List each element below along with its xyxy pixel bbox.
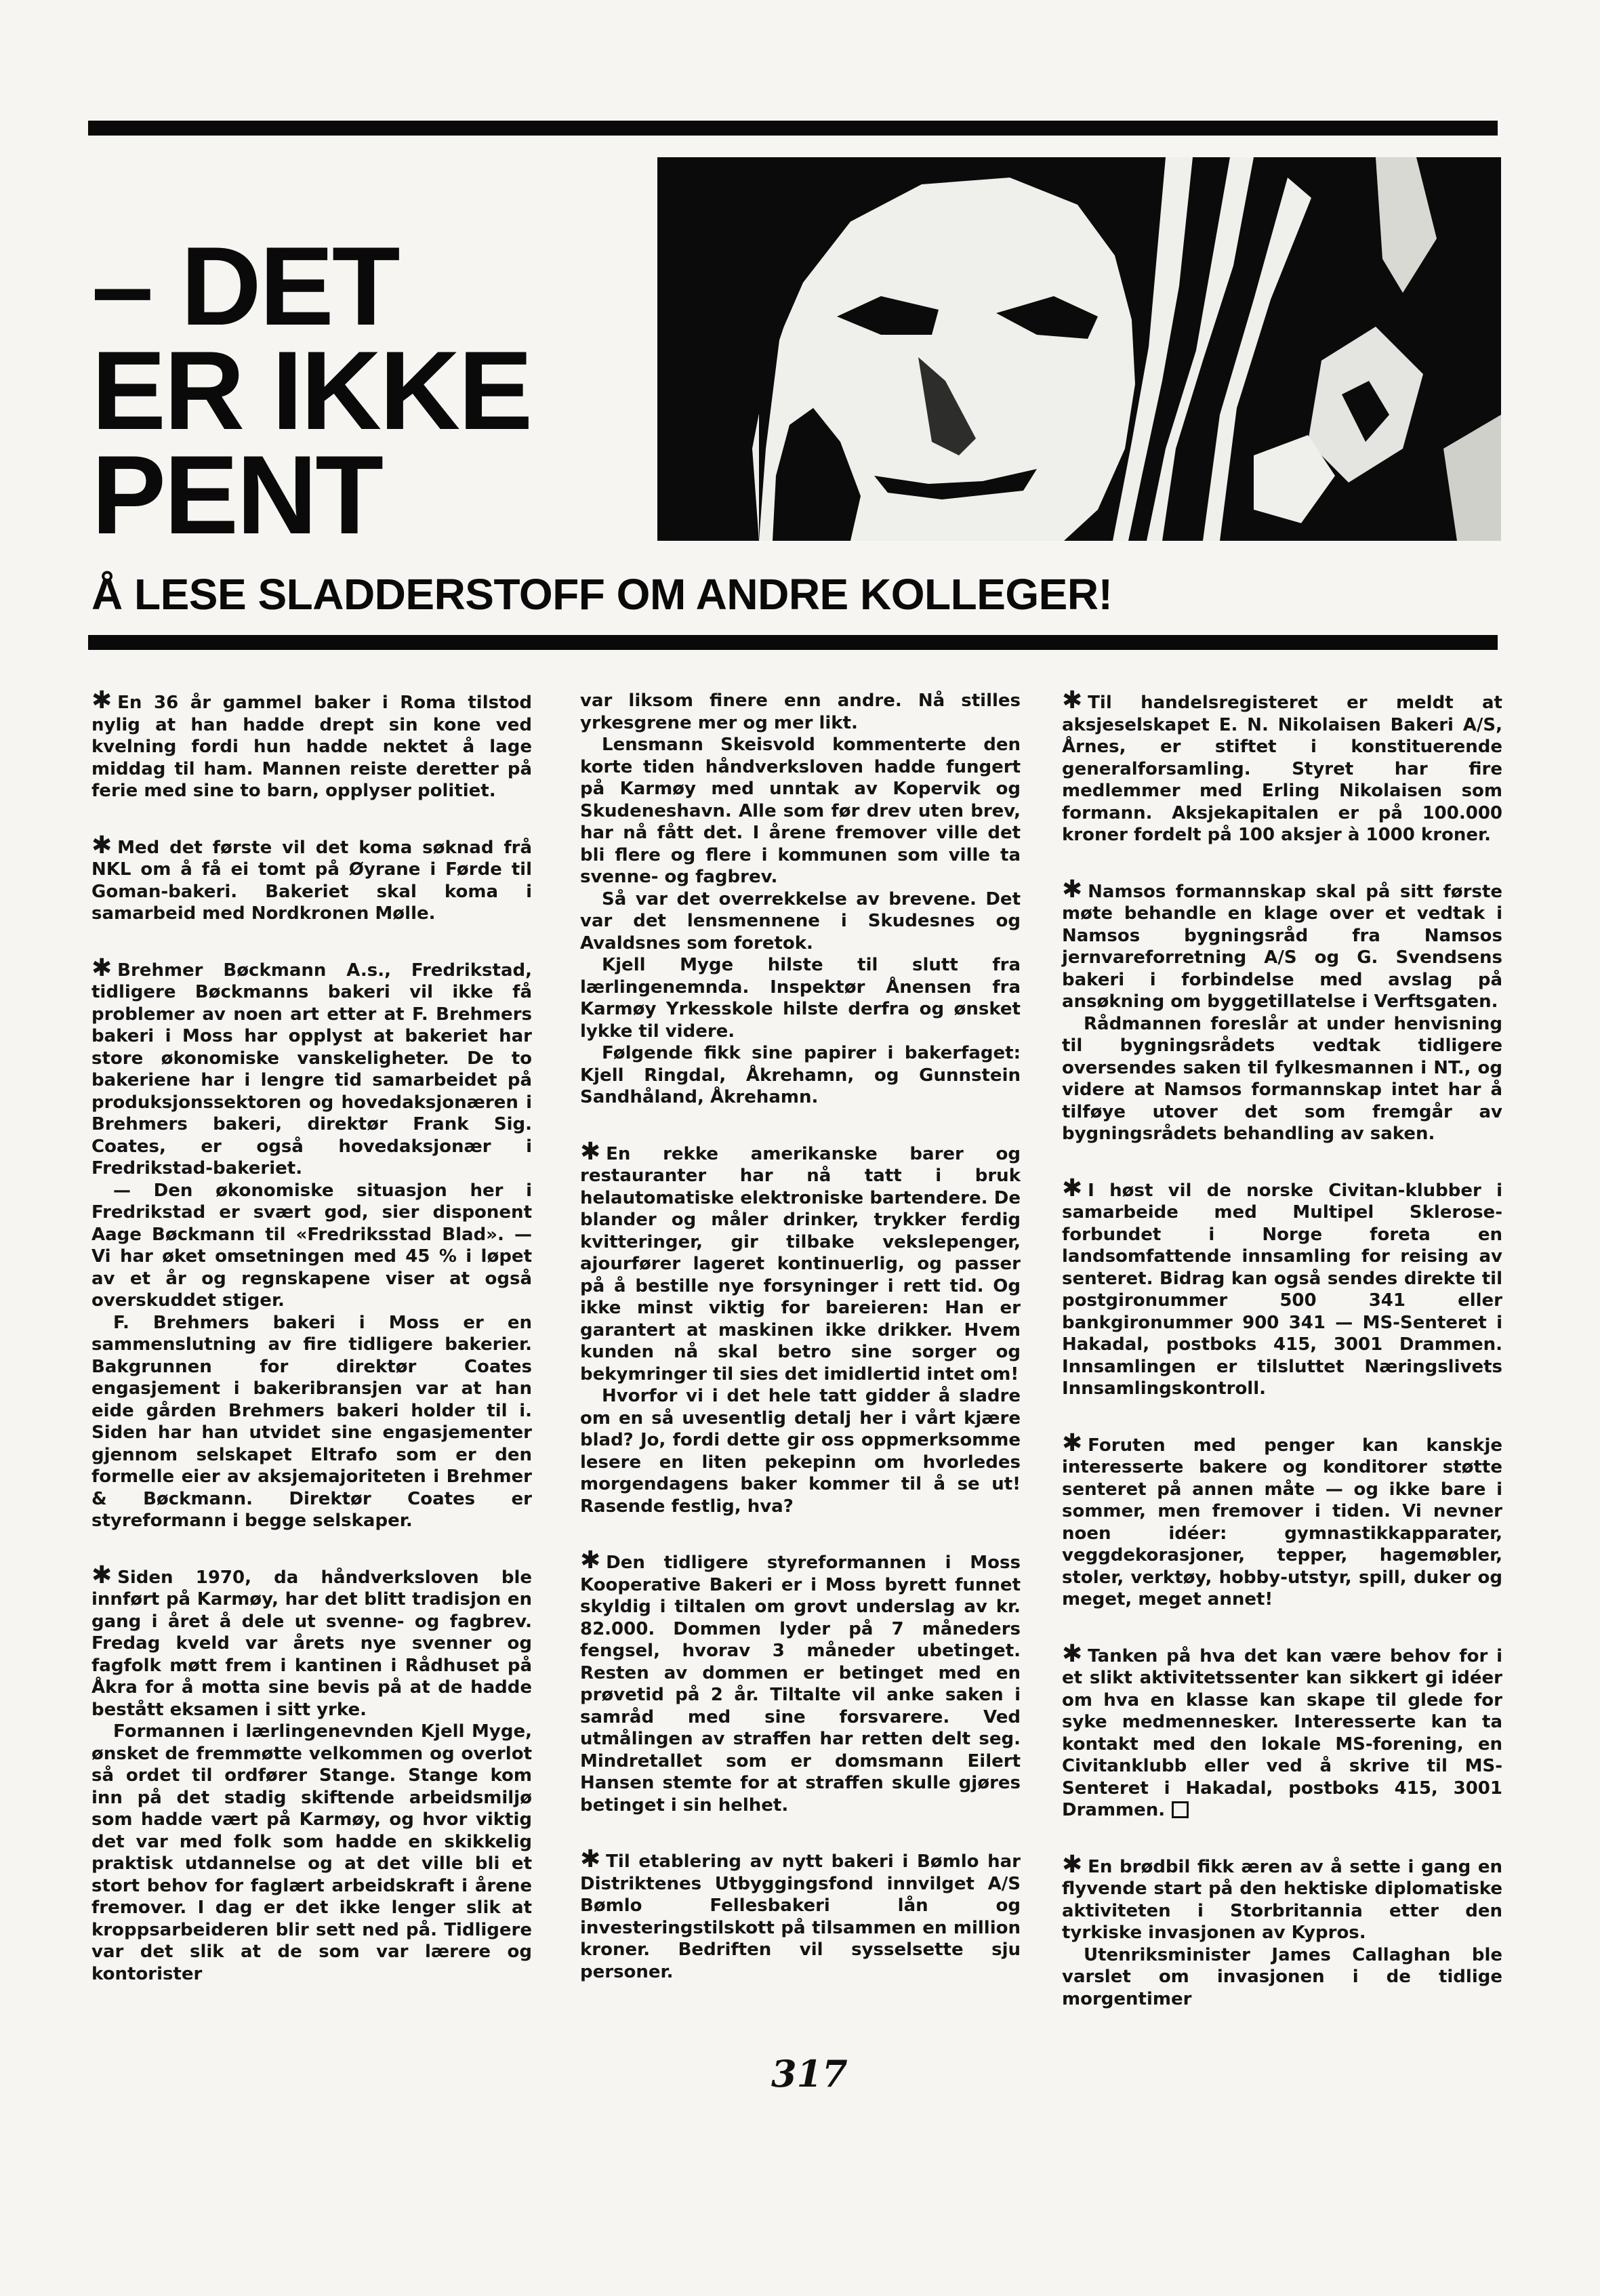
asterisk-bullet-icon: ✱ xyxy=(91,954,112,982)
news-item-text: var liksom finere enn andre. Nå stilles yrkesgrene mer og mer likt. xyxy=(580,691,1021,733)
news-item-lead xyxy=(91,1561,532,1721)
asterisk-bullet-icon: ✱ xyxy=(580,1137,601,1166)
text-column-3 xyxy=(1062,686,1502,2043)
news-item-lead xyxy=(1062,875,1502,1013)
news-item xyxy=(580,1137,1021,1518)
portrait-photo-image xyxy=(657,157,1501,541)
news-item xyxy=(580,690,1021,1109)
headline-line-2: ER IKKE xyxy=(91,328,531,453)
news-item-text: En 36 år gammel baker i Roma tilstod nylig at han hadde drept sin kone ved kvelning fordi hun hadde nektet å lage middag til ham. Mannen reiste deretter på ferie med sine to barn, opplyser politiet. xyxy=(91,693,532,801)
news-item-text: Siden 1970, da håndverksloven ble innført på Karmøy, har det blitt tradisjon en gang i året å dele ut svenne- og fagbrev. Fredag kveld var årets nye svenner og fagfolk møtt frem i kantinen i Rådhuset på Åkra for å motta sine bevis på at de hadde bestått eksamen i sitt yrke. xyxy=(91,1567,532,1720)
news-item-text: I høst vil de norske Civitan-klubber i samarbeide med Multipel Sklerose-forbundet i Norge foreta en landsomfattende innsamling for reising av senteret. Bidrag kan også sendes direkte til postgironummer 500 341 eller bankgironummer 900 341 — MS-Senteret i Hakadal, postboks 415, 3001 Drammen. Innsamlingen er tilsluttet Næringslivets Innsamlingskontroll. xyxy=(1062,1180,1502,1399)
news-item xyxy=(1062,1174,1502,1400)
news-item-lead xyxy=(580,1137,1021,1386)
news-item xyxy=(91,954,532,1532)
portrait-photo xyxy=(657,157,1501,541)
news-item-text: Brehmer Bøckmann A.s., Fredrikstad, tidligere Bøckmanns bakeri vil ikke få problemer av noen art etter at F. Brehmers bakeri i Moss har opplyst at bakeriet har store økonomiske vanskeligheter. De to bakeriene har i lengre tid samarbeidet på produksjonssektoren og hovedaksjonæren i Brehmers bakeri, direktør Frank Sig. Coates, er også hovedaksjonær i Fredrikstad-bakeriet. xyxy=(91,960,532,1178)
news-item-text: Tanken på hva det kan være behov for i et slikt aktivitetssenter kan sikkert gi idéer om hva en klasse kan skape til glede for syke medmennesker. Interesserte kan ta kontakt med den lokale MS-forening, en Civitanklubb eller ved å skrive til MS-Senteret i Hakadal, postboks 415, 3001 Drammen. xyxy=(1062,1645,1502,1820)
news-item-lead xyxy=(1062,1639,1502,1822)
news-item-text: Den tidligere styreformannen i Moss Kooperative Bakeri er i Moss byrett funnet skyldig i tiltalen om grovt underslag av kr. 82.000. Dommen lyder på 7 måneders fengsel, hvorav 3 måneder ubetinget. Resten av dommen er betinget med en prøvetid på 2 år. Tiltalte vil anke saken i samråd med sine forsvarere. Ved utmålingen av straffen har retten delt seg. Mindretallet som er domsmann Eilert Hansen stemte for at straffen skulle gjøres betinget i sin helhet. xyxy=(580,1553,1021,1816)
headline xyxy=(91,224,531,557)
news-item-paragraph: Så var det overrekkelse av brevene. Det var det lensmennene i Skudesnes og Avaldsnes som foretok. xyxy=(580,888,1021,954)
news-item-text: Med det første vil det koma søknad frå NKL om å få ei tomt på Øyrane i Førde til Goman-bakeri. Bakeriet skal koma i samarbeid med Nordkronen Mølle. xyxy=(91,837,532,924)
news-item xyxy=(1062,686,1502,846)
text-column-1 xyxy=(91,686,532,2017)
news-item-lead xyxy=(91,831,532,925)
news-item-text: Til etablering av nytt bakeri i Bømlo har Distriktenes Utbyggingsfond innvilget A/S Bømlo Fellesbakeri lån og investeringstilskott på tilsammen en million kroner. Bedriften vil sysselsette sju personer. xyxy=(580,1851,1021,1982)
news-item-lead xyxy=(91,954,532,1180)
news-item-paragraph: Lensmann Skeisvold kommenterte den korte tiden håndverksloven hadde fungert på Karmøy med unntak av Kopervik og Skudeneshavn. Alle som før drev uten brev, har nå fått det. I årene fremover ville det bli flere og flere i kommunen som ville ta svenne- og fagbrev. xyxy=(580,735,1021,887)
news-item-paragraph: F. Brehmers bakeri i Moss er en sammenslutning av fire tidligere bakerier. Bakgrunnen for direktør Coates engasjement i bakeribransjen var at han eide gården Brehmers bakeri holder til i. Siden har han utvidet sine engasjementer gjennom selskapet Eltrafo som er den formelle eier av aksjemajoriteten i Brehmer & Bøckmann. Direktør Coates er styreformann i begge selskaper. xyxy=(91,1312,532,1531)
news-item-text: En rekke amerikanske barer og restauranter har nå tatt i bruk helautomatiske elektroniske bartendere. De blander og måler drinker, trykker ferdig kvitteringer, gir tilbake vekslepenger, ajourfører lageret kontinuerlig, og passer på å bestille nye forsyninger i rett tid. Og ikke minst viktig for bareieren: Han er garantert at maskinen ikke drikker. Hvem kunden nå skal betro sine sorger og bekymringer til sies det imidlertid intet om! xyxy=(580,1143,1021,1385)
news-item-text: Foruten med penger kan kanskje interesserte bakere og konditorer støtte senteret på annen måte — og ikke bare i sommer, men fremover i tiden. Vi nevner noen idéer: gymnastikkapparater, veggdekorasjoner, tepper, hagemøbler, stoler, verktøy, hobby-utstyr, spill, duker og meget, meget annet! xyxy=(1062,1435,1502,1610)
news-item-paragraph: — Den økonomiske situasjon her i Fredrikstad er svært god, sier disponent Aage Bøckmann til «Fredriksstad Blad». — Vi har øket omsetningen med 45 % i løpet av et år og regnskapene viser at også overskuddet stiger. xyxy=(91,1180,532,1311)
news-item-paragraph: Følgende fikk sine papirer i bakerfaget: Kjell Ringdal, Åkrehamn, og Gunnstein Sandhåland, Åkrehamn. xyxy=(580,1043,1021,1107)
news-item-lead xyxy=(1062,686,1502,846)
asterisk-bullet-icon: ✱ xyxy=(91,686,112,714)
asterisk-bullet-icon: ✱ xyxy=(580,1845,601,1873)
news-item xyxy=(580,1546,1021,1816)
news-item-lead xyxy=(580,1845,1021,1983)
asterisk-bullet-icon: ✱ xyxy=(1062,1639,1083,1668)
news-item-lead xyxy=(91,686,532,802)
news-item-lead xyxy=(580,1546,1021,1816)
news-item xyxy=(580,1845,1021,1983)
news-item-lead xyxy=(1062,1429,1502,1611)
asterisk-bullet-icon: ✱ xyxy=(1062,686,1083,714)
news-item xyxy=(1062,1850,1502,2011)
headline-line-1: – DET xyxy=(91,224,398,348)
text-column-2 xyxy=(580,690,1021,2015)
news-item-lead xyxy=(1062,1174,1502,1400)
asterisk-bullet-icon: ✱ xyxy=(580,1546,601,1574)
asterisk-bullet-icon: ✱ xyxy=(1062,875,1083,903)
page-number: 317 xyxy=(771,2052,848,2095)
top-rule xyxy=(88,121,1498,136)
asterisk-bullet-icon: ✱ xyxy=(1062,1429,1083,1457)
asterisk-bullet-icon: ✱ xyxy=(91,1561,112,1589)
news-item-paragraph: Utenriksminister James Callaghan ble varslet om invasjonen i de tidlige morgentimer xyxy=(1062,1944,1502,2009)
headline-line-3: PENT xyxy=(91,432,382,557)
asterisk-bullet-icon: ✱ xyxy=(1062,1850,1083,1879)
section-rule xyxy=(88,635,1498,650)
news-item-text: Til handelsregisteret er meldt at aksjeselskapet E. N. Nikolaisen Bakeri A/S, Årnes, er stiftet i konstituerende generalforsamling. Styret har fire medlemmer med Erling Nikolaisen som formann. Aksjekapitalen er på 100.000 kroner fordelt på 100 aksjer à 1000 kroner. xyxy=(1062,693,1502,845)
news-item xyxy=(1062,875,1502,1145)
asterisk-bullet-icon: ✱ xyxy=(91,831,112,859)
news-item-paragraph: Formannen i lærlingenevnden Kjell Myge, ønsket de fremmøtte velkommen og overlot så ordet til ordfører Stange. Stange kom inn på det stadig skiftende arbeidsmiljø som hadde vært på Karmøy, og hvor viktig det var med folk som hadde en skikkelig praktisk utdannelse og at det ville bli et stort behov for faglært arbeidskraft i årene fremover. I dag er det ikke lenger slik at kroppsarbeideren blir sett ned på. Tidligere var det slik at de som var lærere og kontorister xyxy=(91,1721,532,1984)
news-item-lead xyxy=(580,690,1021,734)
news-item xyxy=(1062,1429,1502,1611)
news-item-paragraph: Rådmannen foreslår at under henvisning til bygningsrådets vedtak tidligere oversendes saken til fylkesmannen i NT., og videre at Namsos formannskap intet har å tilføye utover det som fremgår av bygningsrådets behandling av saken. xyxy=(1062,1013,1502,1144)
news-item xyxy=(1062,1639,1502,1822)
news-item-text: En brødbil fikk æren av å sette i gang en flyvende start på den hektiske diplomatiske aktiviteten i Storbritannia etter den tyrkiske invasjonen av Kypros. xyxy=(1062,1856,1502,1943)
subheadline: Å LESE SLADDERSTOFF OM ANDRE KOLLEGER! xyxy=(91,570,1113,619)
news-item-text: Namsos formannskap skal på sitt første møte behandle en klage over et vedtak i Namsos bygningsråd fra Namsos jernvareforretning A/S og G. Svendsens bakeri i forbindelse med avslag på ansøkning om byggetillatelse i Verftsgaten. xyxy=(1062,881,1502,1012)
news-item xyxy=(91,1561,532,1986)
news-item-paragraph: Kjell Myge hilste til slutt fra lærlingenemnda. Inspektør Ånensen fra Karmøy Yrkesskole hilste derfra og ønsket lykke til videre. xyxy=(580,955,1021,1042)
news-item-lead xyxy=(1062,1850,1502,1944)
news-item xyxy=(91,831,532,925)
news-item-paragraph: Hvorfor vi i det hele tatt gidder å sladre om en så uvesentlig detalj her i vårt kjære blad? Jo, fordi dette gir oss oppmerksomme lesere en liten pekepinn om hvorledes morgendagens baker kommer til å se ut! Rasende festlig, hva? xyxy=(580,1386,1021,1517)
news-item xyxy=(91,686,532,802)
asterisk-bullet-icon: ✱ xyxy=(1062,1174,1083,1202)
square-end-mark-icon xyxy=(1172,1801,1189,1818)
